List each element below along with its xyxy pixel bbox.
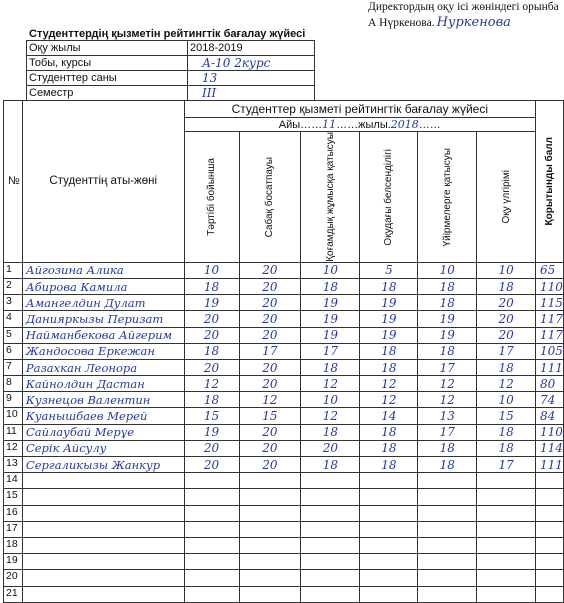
student-name: Найманбекова Айгерим [22, 327, 184, 343]
row-number: 5 [4, 327, 23, 343]
student-name [22, 570, 184, 586]
total-cell [536, 505, 564, 521]
score-cell: 13 [418, 408, 477, 424]
score-cell: 10 [301, 392, 360, 408]
student-name [22, 537, 184, 553]
score-cell: 12 [239, 392, 301, 408]
score-cell: 18 [184, 278, 239, 294]
group-title: Студенттер қызметі рейтингтік бағалау жүйесі [184, 101, 535, 118]
info-label: Семестр [27, 86, 188, 101]
score-cell: 18 [360, 440, 418, 456]
table-row [4, 440, 564, 456]
score-cell [360, 505, 418, 521]
score-cell: 20 [184, 457, 239, 473]
score-cell: 20 [477, 311, 536, 327]
score-cell [360, 586, 418, 602]
approval-block [368, 0, 559, 31]
score-cell: 12 [360, 392, 418, 408]
score-cell: 19 [301, 327, 360, 343]
score-cell [360, 570, 418, 586]
student-name: Амангелдин Дулат [22, 295, 184, 311]
row-number: 18 [4, 537, 23, 553]
student-name: Серік Айсулу [22, 440, 184, 456]
row-number: 15 [4, 489, 23, 505]
score-cell: 10 [418, 262, 477, 278]
score-cell: 12 [184, 376, 239, 392]
score-cell: 10 [477, 392, 536, 408]
score-cell [239, 505, 301, 521]
row-number: 4 [4, 311, 23, 327]
score-cell: 18 [418, 343, 477, 359]
score-cell: 17 [477, 343, 536, 359]
score-cell: 19 [301, 311, 360, 327]
score-cell: 10 [301, 262, 360, 278]
score-cell: 17 [301, 343, 360, 359]
student-name: Айгозина Алика [22, 262, 184, 278]
row-number: 8 [4, 376, 23, 392]
student-name [22, 554, 184, 570]
total-cell: 110 [536, 424, 564, 440]
criterion-header: Сабақ босатпауы [239, 132, 301, 263]
table-row [4, 295, 564, 311]
score-cell: 20 [239, 262, 301, 278]
score-cell: 20 [239, 327, 301, 343]
table-row [4, 537, 564, 553]
row-number: 11 [4, 424, 23, 440]
table-row [4, 521, 564, 537]
info-value: 13 [188, 71, 315, 86]
table-row [4, 343, 564, 359]
score-cell: 18 [360, 343, 418, 359]
student-name: Жандосова Еркежан [22, 343, 184, 359]
score-cell [301, 554, 360, 570]
score-cell: 20 [477, 327, 536, 343]
info-value: ІІІ [188, 86, 315, 101]
score-cell: 18 [184, 392, 239, 408]
student-name: Сайлаубай Мерұе [22, 424, 184, 440]
student-name: Кузнецов Валентин [22, 392, 184, 408]
score-cell: 12 [418, 392, 477, 408]
table-row [4, 505, 564, 521]
score-cell: 19 [360, 311, 418, 327]
row-number: 21 [4, 586, 23, 602]
score-cell: 18 [301, 457, 360, 473]
table-row [4, 473, 564, 489]
score-cell: 18 [360, 359, 418, 375]
criterion-header: Оқу үлгірімі [477, 132, 536, 263]
score-cell [301, 505, 360, 521]
info-table [26, 40, 315, 101]
table-row [4, 359, 564, 375]
table-row [4, 424, 564, 440]
score-cell: 18 [301, 359, 360, 375]
score-cell: 18 [418, 295, 477, 311]
score-cell: 12 [418, 376, 477, 392]
total-cell: 110 [536, 278, 564, 294]
approver-name: А Нүркенова. [368, 17, 435, 29]
score-cell [418, 586, 477, 602]
score-cell: 10 [477, 262, 536, 278]
score-cell [477, 473, 536, 489]
info-row [27, 86, 315, 101]
total-cell: 111 [536, 457, 564, 473]
signature: Нуркенова [436, 15, 511, 30]
info-label: Оқу жылы [27, 41, 188, 56]
score-cell: 10 [184, 262, 239, 278]
info-value: А-10 2курс [188, 56, 315, 71]
col-num-header: № [4, 101, 23, 263]
table-row [4, 392, 564, 408]
score-cell: 20 [184, 327, 239, 343]
score-cell: 19 [301, 295, 360, 311]
score-cell [301, 586, 360, 602]
score-cell: 17 [239, 343, 301, 359]
row-number: 16 [4, 505, 23, 521]
score-cell: 5 [360, 262, 418, 278]
rating-table [3, 100, 564, 603]
student-name [22, 473, 184, 489]
row-number: 9 [4, 392, 23, 408]
total-cell: 117 [536, 311, 564, 327]
score-cell: 19 [184, 424, 239, 440]
year-value: 2018 [390, 118, 419, 131]
student-name [22, 505, 184, 521]
total-cell [536, 554, 564, 570]
score-cell [301, 570, 360, 586]
score-cell [301, 537, 360, 553]
score-cell [239, 521, 301, 537]
total-cell [536, 586, 564, 602]
student-name: Кайнолдин Дастан [22, 376, 184, 392]
score-cell: 20 [239, 278, 301, 294]
student-name: Абирова Камила [22, 278, 184, 294]
table-row [4, 586, 564, 602]
row-number: 7 [4, 359, 23, 375]
score-cell [239, 554, 301, 570]
row-number: 20 [4, 570, 23, 586]
score-cell: 18 [418, 278, 477, 294]
score-cell: 17 [477, 457, 536, 473]
row-number: 13 [4, 457, 23, 473]
score-cell: 19 [418, 311, 477, 327]
total-header: Қорытынды балл [536, 101, 564, 263]
row-number: 10 [4, 408, 23, 424]
score-cell [301, 489, 360, 505]
score-cell: 19 [360, 295, 418, 311]
score-cell [301, 521, 360, 537]
score-cell: 18 [477, 440, 536, 456]
student-name: Сергаликызы Жанкур [22, 457, 184, 473]
total-cell [536, 570, 564, 586]
student-name [22, 586, 184, 602]
document-title: Студенттердің қызметін рейтингтік бағалау жүйесі [29, 28, 306, 40]
row-number: 1 [4, 262, 23, 278]
student-name: Разахкан Леонора [22, 359, 184, 375]
score-cell: 18 [301, 278, 360, 294]
score-cell: 20 [301, 440, 360, 456]
score-cell: 17 [418, 424, 477, 440]
score-cell: 20 [239, 440, 301, 456]
info-value: 2018-2019 [188, 41, 315, 56]
score-cell [477, 521, 536, 537]
total-cell [536, 473, 564, 489]
total-cell: 84 [536, 408, 564, 424]
total-cell: 105 [536, 343, 564, 359]
criterion-header: Тәртібі бойынша [184, 132, 239, 263]
score-cell [418, 570, 477, 586]
total-cell: 117 [536, 327, 564, 343]
table-row [4, 278, 564, 294]
score-cell [184, 537, 239, 553]
table-row [4, 262, 564, 278]
score-cell [477, 505, 536, 521]
info-row [27, 71, 315, 86]
score-cell [477, 537, 536, 553]
score-cell: 18 [418, 440, 477, 456]
score-cell: 18 [477, 359, 536, 375]
total-cell: 65 [536, 262, 564, 278]
score-cell: 18 [360, 278, 418, 294]
total-cell: 80 [536, 376, 564, 392]
info-label: Студенттер саны [27, 71, 188, 86]
score-cell: 20 [239, 376, 301, 392]
score-cell: 15 [477, 408, 536, 424]
score-cell [418, 521, 477, 537]
total-cell [536, 521, 564, 537]
score-cell [239, 586, 301, 602]
total-cell [536, 537, 564, 553]
score-cell [418, 505, 477, 521]
score-cell [477, 554, 536, 570]
score-cell: 18 [360, 457, 418, 473]
table-row [4, 376, 564, 392]
total-cell: 111 [536, 359, 564, 375]
score-cell: 18 [418, 457, 477, 473]
score-cell: 12 [477, 376, 536, 392]
score-cell [418, 489, 477, 505]
score-cell: 14 [360, 408, 418, 424]
score-cell [239, 570, 301, 586]
score-cell: 20 [239, 311, 301, 327]
total-cell [536, 489, 564, 505]
table-row [4, 489, 564, 505]
month-value: 11 [322, 118, 337, 131]
score-cell [360, 521, 418, 537]
student-name: Куанышбаев Мерей [22, 408, 184, 424]
approval-line-2 [368, 15, 559, 31]
table-row [4, 457, 564, 473]
score-cell: 20 [184, 440, 239, 456]
row-number: 17 [4, 521, 23, 537]
score-cell [184, 570, 239, 586]
score-cell: 20 [239, 424, 301, 440]
score-cell [184, 554, 239, 570]
score-cell: 15 [239, 408, 301, 424]
score-cell: 18 [360, 424, 418, 440]
score-cell: 20 [477, 295, 536, 311]
score-cell [477, 489, 536, 505]
col-name-header: Студенттің аты-жөні [22, 101, 184, 263]
table-row [4, 408, 564, 424]
score-cell [360, 489, 418, 505]
student-name [22, 489, 184, 505]
table-row [4, 554, 564, 570]
score-cell: 18 [301, 424, 360, 440]
score-cell [301, 473, 360, 489]
total-cell: 114 [536, 440, 564, 456]
table-row [4, 327, 564, 343]
score-cell: 20 [239, 295, 301, 311]
student-name: Данияркызы Перизат [22, 311, 184, 327]
row-number: 12 [4, 440, 23, 456]
row-number: 2 [4, 278, 23, 294]
score-cell: 19 [184, 295, 239, 311]
row-number: 19 [4, 554, 23, 570]
student-name [22, 521, 184, 537]
score-cell [184, 473, 239, 489]
score-cell: 19 [418, 327, 477, 343]
score-cell: 12 [301, 408, 360, 424]
score-cell: 12 [360, 376, 418, 392]
score-cell [184, 489, 239, 505]
score-cell [360, 554, 418, 570]
score-cell [239, 537, 301, 553]
criterion-header: Қоғамдық жұмысқа қатысуы [301, 132, 360, 263]
score-cell [477, 586, 536, 602]
approval-line-1: Директордың оқу ісі жөніндегі орынба [368, 1, 559, 13]
score-cell [239, 473, 301, 489]
score-cell [184, 586, 239, 602]
score-cell: 20 [239, 359, 301, 375]
score-cell: 15 [184, 408, 239, 424]
month-year-row: Айы……11……жылы.2018…… [184, 118, 535, 132]
table-row [4, 311, 564, 327]
row-number: 6 [4, 343, 23, 359]
score-cell: 18 [184, 343, 239, 359]
table-row [4, 570, 564, 586]
score-cell: 18 [477, 424, 536, 440]
score-cell: 18 [477, 278, 536, 294]
score-cell [360, 473, 418, 489]
info-label: Тобы, курсы [27, 56, 188, 71]
score-cell [239, 489, 301, 505]
score-cell [418, 554, 477, 570]
score-cell [184, 521, 239, 537]
score-cell: 20 [184, 359, 239, 375]
score-cell: 12 [301, 376, 360, 392]
row-number: 14 [4, 473, 23, 489]
criterion-header: Оқудағы белсенділігі [360, 132, 418, 263]
info-row [27, 41, 315, 56]
total-cell: 74 [536, 392, 564, 408]
score-cell [360, 537, 418, 553]
info-row [27, 56, 315, 71]
score-cell: 20 [184, 311, 239, 327]
criterion-header: Үйірмелерге қатысуы [418, 132, 477, 263]
score-cell: 20 [239, 457, 301, 473]
score-cell: 19 [360, 327, 418, 343]
score-cell [477, 570, 536, 586]
score-cell [418, 537, 477, 553]
score-cell [418, 473, 477, 489]
row-number: 3 [4, 295, 23, 311]
total-cell: 115 [536, 295, 564, 311]
score-cell [184, 505, 239, 521]
score-cell: 17 [418, 359, 477, 375]
